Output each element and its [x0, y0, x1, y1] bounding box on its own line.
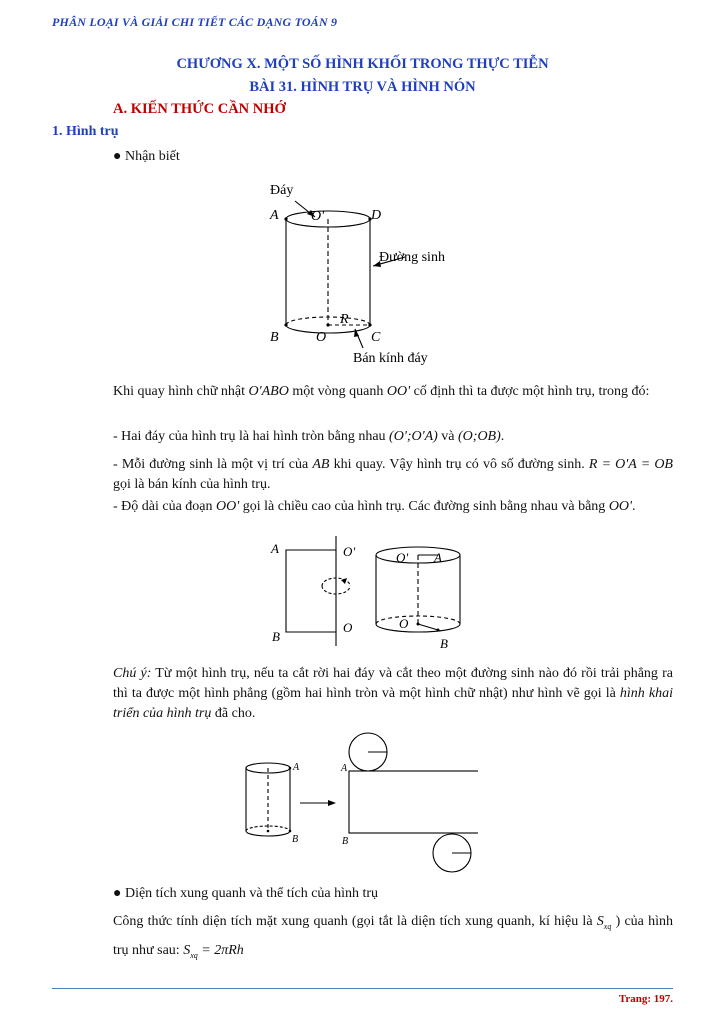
label-ban-kinh-day: Bán kính đáy — [353, 351, 428, 366]
label-O-prime: O' — [311, 209, 325, 224]
label-R: R — [340, 312, 349, 327]
fig2-cyl-label-O-prime: O' — [396, 550, 409, 565]
bullet-dien-tich: ● Diện tích xung quanh và thể tích của hình trụ — [113, 886, 379, 901]
footer-divider — [52, 988, 673, 989]
figure-cylinder-net — [238, 730, 478, 880]
label-D: D — [371, 208, 382, 223]
paragraph-quay-hinh-chu-nhat: Khi quay hình chữ nhật O'ABO một vòng quanh OO' cố định thì ta được một hình trụ, trong đó: — [113, 384, 650, 399]
lesson-title: BÀI 31. HÌNH TRỤ VÀ HÌNH NÓN — [249, 79, 476, 95]
fig2-label-O: O — [343, 620, 353, 635]
chapter-title: CHƯƠNG X. MỘT SỐ HÌNH KHỐI TRONG THỰC TIỄN — [176, 56, 549, 72]
fig3-cyl-label-B: B — [292, 834, 299, 845]
paragraph-chieu-cao: - Độ dài của đoạn OO' gọi là chiều cao của hình trụ. Các đường sinh bằng nhau và bằng OO'. — [113, 499, 636, 514]
fig2-cyl-label-A: A — [434, 550, 442, 565]
label-B: B — [270, 330, 279, 345]
page-header: PHÂN LOẠI VÀ GIẢI CHI TIẾT CÁC DẠNG TOÁN 9 — [52, 15, 338, 29]
section-1-heading: 1. Hình trụ — [52, 124, 119, 139]
fig3-rect-label-A: A — [341, 763, 348, 774]
paragraph-cong-thuc: Công thức tính diện tích mặt xung quanh (gọi tắt là diện tích xung quanh, kí hiệu là $S_{xq}$ ) của hình trụ như sau: $S_{xq} = 2\pi Rh$ — [113, 914, 674, 960]
fig3-cyl-label-A: A — [293, 762, 300, 773]
section-a-heading: A. KIẾN THỨC CẦN NHỚ — [113, 101, 286, 117]
note-label: Chú ý: — [113, 666, 152, 681]
figure-cylinder-labeled — [255, 176, 475, 372]
label-O: O — [316, 330, 327, 345]
bullet-nhan-biet: ● Nhận biết — [113, 149, 180, 164]
label-C: C — [371, 330, 381, 345]
fig2-cyl-label-O: O — [399, 616, 409, 631]
label-duong-sinh: Đường sinh — [379, 250, 445, 265]
label-A: A — [270, 208, 279, 223]
net-arrowhead — [328, 800, 336, 806]
net-rectangle — [349, 771, 478, 833]
fig2-cyl-label-B: B — [440, 636, 448, 651]
fig2-label-B: B — [272, 629, 280, 644]
rotating-rectangle — [286, 550, 336, 632]
paragraph-duong-sinh: - Mỗi đường sinh là một vị trí của AB khi quay. Vậy hình trụ có vô số đường sinh. R = O'A = OB gọi là bán kính của hình trụ. — [113, 457, 673, 492]
paragraph-hai-day: - Hai đáy của hình trụ là hai hình tròn bằng nhau (O';O'A) và (O;OB). — [113, 429, 505, 444]
fig3-rect-label-B: B — [342, 836, 349, 847]
fig2-label-A: A — [271, 541, 279, 556]
fig2-label-O-prime: O' — [343, 544, 356, 559]
page-number: Trang: 197. — [618, 993, 673, 1005]
figure-rotation — [262, 534, 462, 654]
paragraph-chu-y: Chú ý: Từ một hình trụ, nếu ta cắt rời hai đáy và cắt theo một đường sinh nào đó rồi trải phẳng ra thì ta được một hình phẳng (gồm hai hình tròn và một hình chữ nhật) như hình vẽ gọi là hình khai triển của hình trụ đã cho. — [113, 666, 674, 721]
label-day: Đáy — [270, 183, 294, 198]
